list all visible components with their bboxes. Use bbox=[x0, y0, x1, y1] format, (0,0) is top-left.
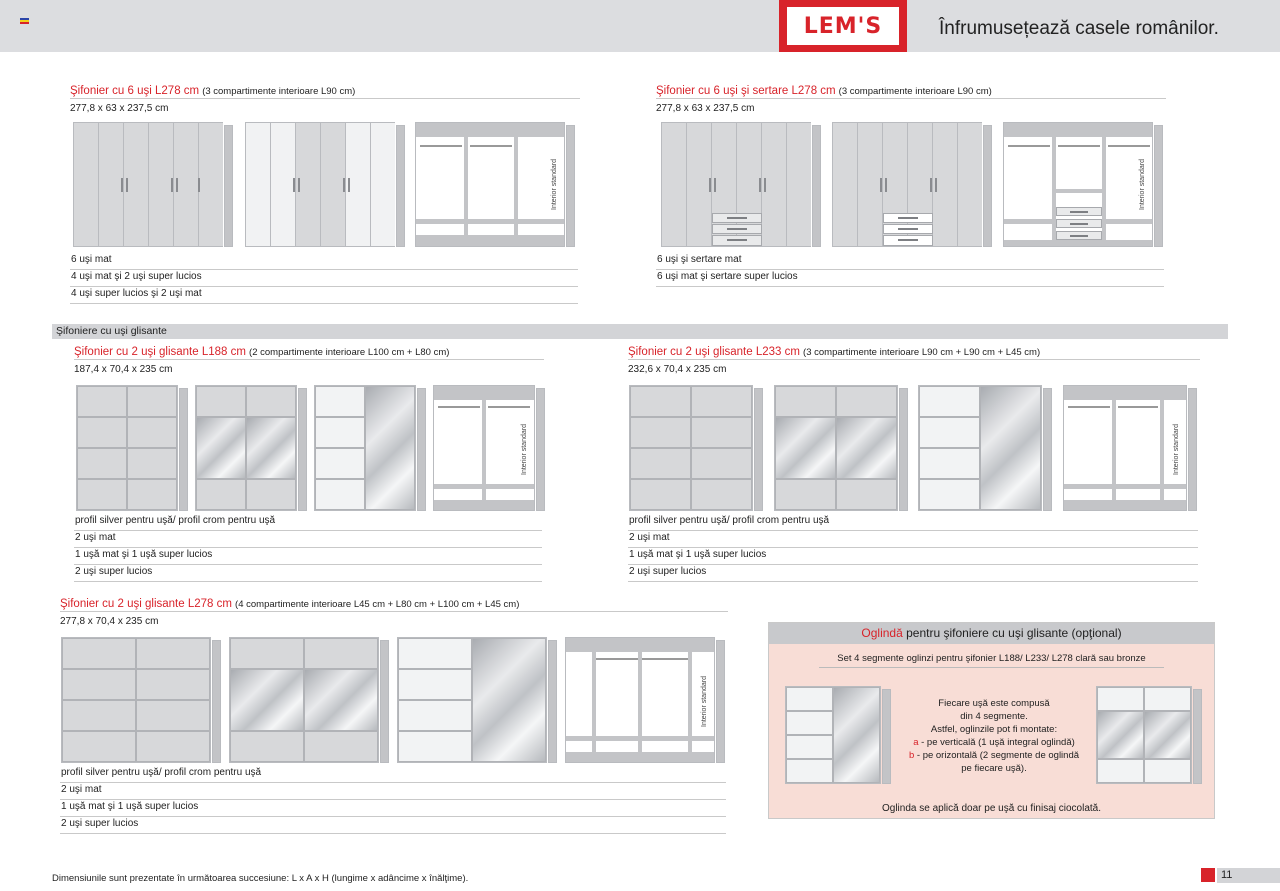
mirror-description bbox=[899, 697, 1089, 775]
subtitle-divider bbox=[819, 667, 1164, 668]
brand-slogan: Înfrumusețează casele românilor. bbox=[939, 18, 1219, 39]
product-block-sliding-278 bbox=[60, 598, 728, 829]
product-options bbox=[628, 514, 1198, 582]
option-item: 1 uşă mat şi 1 uşă super lucios bbox=[74, 548, 542, 565]
product-drawings bbox=[628, 381, 1200, 511]
interior-standard-label: Interior standard bbox=[1173, 424, 1180, 475]
option-item: profil silver pentru uşă/ profil crom pentru uşă bbox=[628, 514, 1198, 531]
brand-logo-text: LEM'S bbox=[787, 7, 899, 45]
mirror-desc-line: Astfel, oglinzile pot fi montate: bbox=[930, 724, 1058, 735]
variant-a-text: - pe verticală (1 uşă integral oglindă) bbox=[918, 737, 1075, 748]
product-dimensions: 187,4 x 70,4 x 235 cm bbox=[74, 364, 173, 375]
option-item: 4 uşi mat şi 2 uşi super lucios bbox=[70, 270, 578, 287]
product-block-sliding-233 bbox=[628, 346, 1200, 577]
product-dimensions: 277,8 x 63 x 237,5 cm bbox=[70, 103, 169, 114]
product-note: (2 compartimente interioare L100 cm + L80 cm) bbox=[249, 347, 450, 358]
option-item: 2 uşi super lucios bbox=[60, 817, 726, 834]
option-item: 6 uşi mat şi sertare super lucios bbox=[656, 270, 1164, 287]
product-note: (3 compartimente interioare L90 cm) bbox=[838, 86, 992, 97]
product-name: Şifonier cu 6 uşi şi sertare L278 cm bbox=[656, 85, 836, 97]
page-number: 11 bbox=[1217, 868, 1280, 883]
variant-b-text: - pe orizontală (2 segmente de oglindă bbox=[914, 750, 1080, 761]
product-options bbox=[70, 253, 578, 304]
product-drawings bbox=[656, 120, 1166, 250]
product-title bbox=[74, 346, 544, 358]
brand-logo[interactable] bbox=[779, 0, 907, 52]
option-item: 2 uşi super lucios bbox=[74, 565, 542, 582]
product-block-sliding-188 bbox=[74, 346, 544, 577]
interior-standard-label: Interior standard bbox=[521, 424, 528, 475]
option-item: 6 uşi şi sertare mat bbox=[656, 253, 1164, 270]
mirror-option-box bbox=[768, 622, 1215, 819]
option-item: 1 uşă mat şi 1 uşă super lucios bbox=[628, 548, 1198, 565]
page-marker bbox=[1201, 868, 1215, 882]
product-dimensions: 277,8 x 63 x 237,5 cm bbox=[656, 103, 755, 114]
product-name: Şifonier cu 2 uşi glisante L188 cm bbox=[74, 346, 246, 358]
product-drawings bbox=[60, 633, 728, 763]
product-dimensions: 232,6 x 70,4 x 235 cm bbox=[628, 364, 727, 375]
product-block-6-doors-drawers bbox=[656, 85, 1166, 282]
option-item: 2 uşi super lucios bbox=[628, 565, 1198, 582]
mirror-desc-line: Fiecare uşă este compusă bbox=[938, 698, 1050, 709]
product-block-6-doors bbox=[70, 85, 580, 299]
option-item: 2 uşi mat bbox=[628, 531, 1198, 548]
mirror-title-rest: pentru şifoniere cu uşi glisante (opţional) bbox=[902, 626, 1122, 640]
option-item: 1 uşă mat şi 1 uşă super lucios bbox=[60, 800, 726, 817]
product-title bbox=[70, 85, 580, 97]
option-item: 4 uşi super lucios şi 2 uşi mat bbox=[70, 287, 578, 304]
product-note: (4 compartimente interioare L45 cm + L80 cm + L100 cm + L45 cm) bbox=[235, 599, 520, 610]
product-drawings bbox=[74, 381, 544, 511]
variant-b-prefix: b bbox=[908, 750, 915, 761]
product-title bbox=[628, 346, 1200, 358]
product-drawings bbox=[70, 120, 580, 250]
mirror-desc-line: pe fiecare uşă). bbox=[961, 763, 1027, 774]
product-options bbox=[656, 253, 1164, 287]
section-title-sliding: Şifoniere cu uşi glisante bbox=[52, 324, 1228, 339]
title-divider bbox=[628, 359, 1200, 360]
interior-standard-label: Interior standard bbox=[551, 159, 558, 210]
product-note: (3 compartimente interioare L90 cm) bbox=[202, 86, 356, 97]
title-divider bbox=[70, 98, 580, 99]
product-title bbox=[656, 85, 1166, 97]
title-divider bbox=[74, 359, 544, 360]
product-name: Şifonier cu 2 uşi glisante L233 cm bbox=[628, 346, 800, 358]
mirror-box-subtitle: Set 4 segmente oglinzi pentru şifonier L188/ L233/ L278 clară sau bronze bbox=[837, 653, 1146, 664]
mirror-title-highlight: Oglindă bbox=[861, 626, 903, 640]
variant-a-prefix: a bbox=[913, 737, 919, 748]
product-note: (3 compartimente interioare L90 cm + L90 cm + L45 cm) bbox=[803, 347, 1041, 358]
header-bar bbox=[0, 0, 1280, 52]
language-flag-icon[interactable] bbox=[20, 18, 29, 24]
option-item: profil silver pentru uşă/ profil crom pentru uşă bbox=[74, 514, 542, 531]
product-title bbox=[60, 598, 728, 610]
option-item: 2 uşi mat bbox=[74, 531, 542, 548]
product-options bbox=[74, 514, 542, 582]
interior-standard-label: Interior standard bbox=[1139, 159, 1146, 210]
product-name: Şifonier cu 2 uşi glisante L278 cm bbox=[60, 598, 232, 610]
title-divider bbox=[656, 98, 1166, 99]
option-item: 6 uşi mat bbox=[70, 253, 578, 270]
product-name: Şifonier cu 6 uşi L278 cm bbox=[70, 85, 200, 97]
mirror-desc-line bbox=[899, 736, 1089, 749]
mirror-box-title bbox=[769, 623, 1214, 644]
product-options bbox=[60, 766, 726, 834]
title-divider bbox=[60, 611, 728, 612]
product-dimensions: 277,8 x 70,4 x 235 cm bbox=[60, 616, 159, 627]
mirror-desc-line: din 4 segmente. bbox=[960, 711, 1028, 722]
dimensions-note: Dimensiunile sunt prezentate în următoarea succesiune: L x A x H (lungime x adâncime x înălţime). bbox=[52, 873, 469, 884]
option-item: 2 uşi mat bbox=[60, 783, 726, 800]
mirror-desc-line bbox=[899, 749, 1089, 762]
interior-standard-label: Interior standard bbox=[701, 676, 708, 727]
option-item: profil silver pentru uşă/ profil crom pentru uşă bbox=[60, 766, 726, 783]
mirror-box-footer: Oglinda se aplică doar pe uşă cu finisaj ciocolată. bbox=[881, 803, 1102, 814]
